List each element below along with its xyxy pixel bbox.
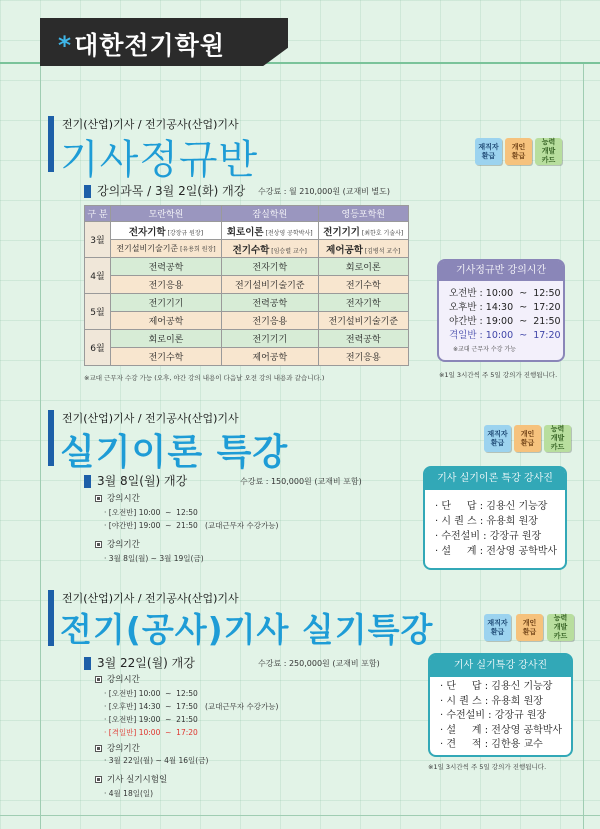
table-cell: 전기설비기술기준 [318, 312, 408, 330]
table-row [85, 330, 409, 348]
instructor-row: · 수전설비 : 강장규 원장 [435, 531, 542, 542]
badge-worker-refund: 재직자 환급 [484, 425, 511, 452]
table-header: 잠실학원 [221, 206, 318, 222]
table-header: 영등포학원 [318, 206, 408, 222]
section1-course [84, 182, 245, 199]
bullet-icon [95, 676, 102, 683]
section2-time-row: · [야간반] 19:00 ~ 21:50 (교대근무자 수강가능) [104, 521, 279, 530]
table-cell: 회로이론 [111, 330, 222, 348]
section3-period-label: 강의기간 [95, 742, 140, 754]
section3-instructor-box [428, 653, 573, 757]
instructor-row: · 견 적 : 김한용 교수 [440, 739, 543, 750]
badge-skill-card: 능력 개발 카드 [547, 614, 574, 641]
section3-subtitle: 전기(산업)기사 / 전기공사(산업)기사 [62, 592, 239, 605]
section3-time-row-red: · [격일반] 10:00 ~ 17:20 [104, 728, 198, 737]
section1-fee: 수강료 : 월 210,000원 (교재비 별도) [258, 187, 391, 196]
section2-period: · 3월 8일(월) ~ 3월 19일(금) [104, 554, 204, 563]
table-row [85, 240, 409, 258]
section2-fee: 수강료 : 150,000원 (교재비 포함) [240, 477, 362, 486]
academy-name [58, 26, 225, 62]
badge-personal-refund: 개인 환급 [514, 425, 541, 452]
section2-course [84, 472, 187, 489]
badge-skill-card: 능력 개발 카드 [535, 138, 562, 165]
table-cell: 제어공학 [221, 348, 318, 366]
month-cell: 5월 [85, 294, 111, 330]
section2-box-title: 기사 실기이론 특강 강사진 [425, 468, 565, 490]
table-cell: 전자기학 [221, 258, 318, 276]
table-cell: 전력공학 [111, 258, 222, 276]
month-cell: 4월 [85, 258, 111, 294]
table-cell: 회로이론 [318, 258, 408, 276]
instructor-row: · 시 퀀 스 : 유용희 원장 [440, 695, 543, 707]
table-cell: 전자기학 [강장규 원장] [111, 222, 222, 240]
table-cell: 전력공학 [318, 330, 408, 348]
instructor-row: · 설 계 : 전상영 공학박사 [435, 546, 558, 557]
section2-course-label: 3월 8일(월) 개강 [97, 474, 188, 488]
table-row [85, 222, 409, 240]
badge-personal-refund: 개인 환급 [505, 138, 532, 165]
section2-period-label: 강의기간 [95, 538, 140, 550]
instructor-row: · 시 퀀 스 : 유용희 원장 [435, 516, 538, 527]
table-cell: 전기기기 [최한호 기술사] [318, 222, 408, 240]
section3-bar [48, 590, 54, 646]
lecture-time-row: 야간반 : 19:00 ~ 21:50 [449, 316, 561, 327]
instructor-row: · 단 답 : 김용신 기능장 [435, 501, 548, 512]
section1-bar [48, 116, 54, 172]
table-cell: 제어공학 [김병석 교수] [318, 240, 408, 258]
section1-subtitle: 전기(산업)기사 / 전기공사(산업)기사 [62, 118, 239, 131]
section3-time-row: · [오후반] 14:30 ~ 17:50 (교대근무자 수강가능) [104, 702, 279, 711]
table-cell: 회로이론 [전상영 공학박사] [221, 222, 318, 240]
instructor-row: · 단 답 : 김용신 기능장 [440, 681, 553, 692]
table-cell: 전기응용 [111, 276, 222, 294]
table-row [85, 312, 409, 330]
frame-line-bottom [0, 815, 600, 816]
lecture-time-row-accent: 격일반 : 10:00 ~ 17:20 [449, 330, 561, 341]
section3-title: 전기(공사)기사 실기특강 [60, 610, 434, 649]
bullet-icon [95, 541, 102, 548]
section1-course-label: 강의과목 / 3월 2일(화) 개강 [97, 184, 246, 198]
bullet-square-icon [84, 657, 91, 670]
section2-bar [48, 410, 54, 466]
section3-side-note: ※1일 3시간씩 주 5일 강의가 진행됩니다. [428, 763, 547, 771]
table-cell: 전기설비기술기준 [221, 276, 318, 294]
table-cell: 전기응용 [221, 312, 318, 330]
star-icon: * [58, 31, 73, 60]
section3-time-row: · [오전반] 10:00 ~ 12:50 [104, 689, 198, 698]
section2-instructor-box [423, 466, 567, 570]
table-cell: 전기설비기술기준 [유용희 원장] [111, 240, 222, 258]
table-cell: 전기수학 [111, 348, 222, 366]
section1-title: 기사정규반 [60, 137, 259, 183]
table-cell: 전자기학 [318, 294, 408, 312]
badge-personal-refund: 개인 환급 [516, 614, 543, 641]
table-cell: 전기기기 [221, 330, 318, 348]
section3-exam-label: 기사 실기시험일 [95, 773, 167, 785]
frame-line-right [583, 64, 584, 829]
month-cell: 6월 [85, 330, 111, 366]
lecture-time-row: 오전반 : 10:00 ~ 12:50 [449, 288, 561, 299]
section3-course [84, 654, 195, 671]
table-row [85, 294, 409, 312]
lecture-time-box [437, 259, 565, 362]
badge-worker-refund: 재직자 환급 [475, 138, 502, 165]
table-row [85, 258, 409, 276]
section3-exam: · 4월 18일(일) [104, 789, 154, 798]
section3-time-row: · [오전반] 19:00 ~ 21:50 [104, 715, 198, 724]
table-header: 모란학원 [111, 206, 222, 222]
section1-note: ※교대 근무자 수강 가능 (오후, 야간 강의 내용이 다음날 오전 강의 내용과 같습니다.) [84, 374, 325, 382]
bullet-icon [95, 776, 102, 783]
table-cell: 전기수학 [임승렬 교수] [221, 240, 318, 258]
table-header: 구 분 [85, 206, 111, 222]
section3-time-label: 강의시간 [95, 673, 140, 685]
badge-skill-card: 능력 개발 카드 [544, 425, 571, 452]
section2-time-label: 강의시간 [95, 492, 140, 504]
table-row [85, 276, 409, 294]
lecture-time-box-title: 기사정규반 강의시간 [439, 261, 563, 281]
table-cell: 제어공학 [111, 312, 222, 330]
section3-box-title: 기사 실기특강 강사진 [430, 655, 571, 677]
lecture-time-row: 오후반 : 14:30 ~ 17:20 [449, 302, 561, 313]
instructor-row: · 수전설비 : 강장규 원장 [440, 710, 547, 721]
schedule-table [84, 205, 409, 366]
bullet-square-icon [84, 475, 91, 488]
section2-subtitle: 전기(산업)기사 / 전기공사(산업)기사 [62, 412, 239, 425]
month-cell: 3월 [85, 222, 111, 258]
table-cell: 전력공학 [221, 294, 318, 312]
section1-side-note: ※1일 3시간씩 주 5일 강의가 진행됩니다. [439, 371, 558, 379]
table-cell: 전기응용 [318, 348, 408, 366]
frame-line-left [40, 64, 41, 829]
badge-worker-refund: 재직자 환급 [484, 614, 511, 641]
instructor-row: · 설 계 : 전상영 공학박사 [440, 724, 563, 736]
bullet-square-icon [84, 185, 91, 198]
academy-title: 대한전기학원 [74, 31, 225, 60]
table-cell: 전기기기 [111, 294, 222, 312]
bullet-icon [95, 745, 102, 752]
table-row [85, 348, 409, 366]
table-header-row [85, 206, 409, 222]
bullet-icon [95, 495, 102, 502]
section3-fee: 수강료 : 250,000원 (교재비 포함) [258, 659, 380, 668]
lecture-time-footnote: ※교대 근무자 수강 가능 [453, 346, 516, 353]
section3-period: · 3월 22일(월) ~ 4월 16일(금) [104, 756, 209, 765]
section3-course-label: 3월 22일(월) 개강 [97, 656, 195, 670]
table-cell: 전기수학 [318, 276, 408, 294]
section2-time-row: · [오전반] 10:00 ~ 12:50 [104, 508, 198, 517]
section2-title: 실기이론 특강 [60, 432, 289, 473]
